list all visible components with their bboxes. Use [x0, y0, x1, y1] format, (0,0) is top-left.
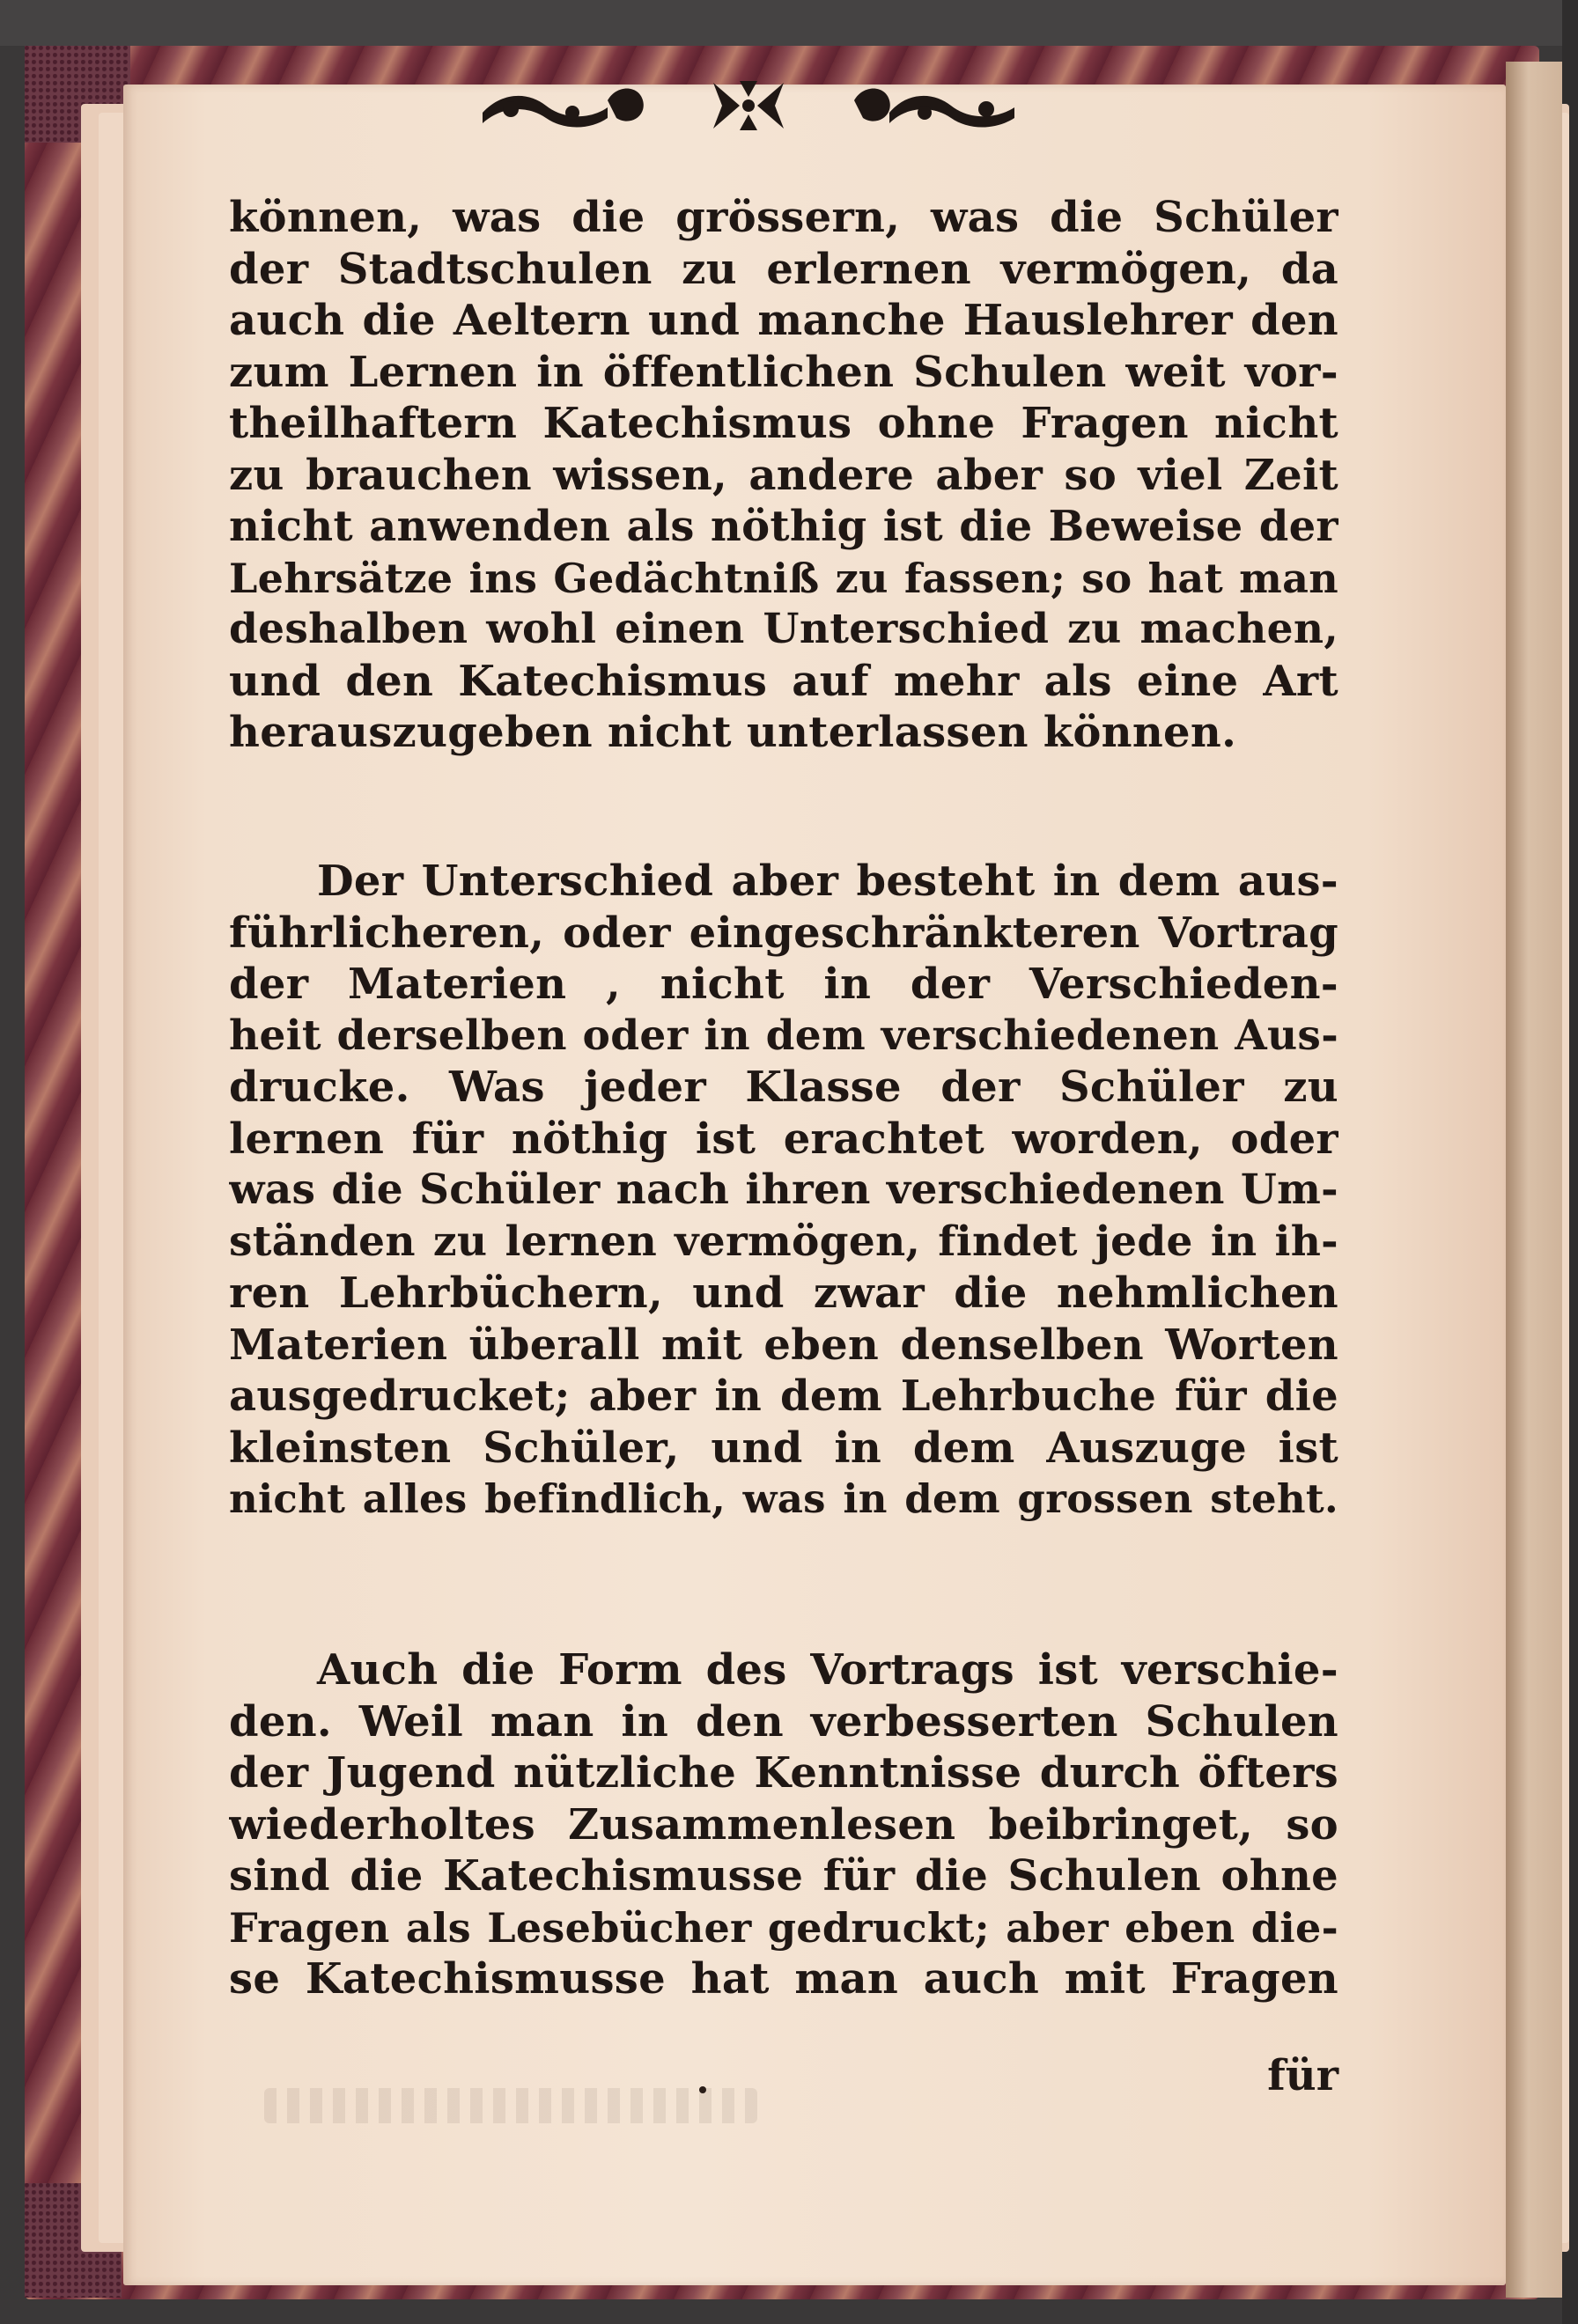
- catchword: für: [1267, 2051, 1338, 2100]
- text-line: nicht anwenden als nöthig ist die Beweise der: [229, 502, 1338, 551]
- text-line: können, was die grössern, was die Schüler: [229, 193, 1338, 242]
- text-line: ausgedrucket; aber in dem Lehrbuche für die: [229, 1372, 1338, 1421]
- text-line: heit derselben oder in dem verschiedenen Aus-: [229, 1011, 1338, 1060]
- paragraph-2: [229, 856, 1338, 1526]
- text-line: der Jugend nützliche Kenntnisse durch öfters: [229, 1748, 1338, 1798]
- text-line: zu brauchen wissen, andere aber so viel Zeit: [229, 450, 1338, 500]
- text-line: theilhaftern Katechismus ohne Fragen nicht: [229, 399, 1338, 448]
- paragraph-1: [229, 192, 1338, 759]
- text-line: was die Schüler nach ihren verschiedenen Um-: [229, 1166, 1338, 1214]
- scanner-background-top: [0, 0, 1578, 46]
- text-line: lernen für nöthig ist erachtet worden, oder: [229, 1114, 1338, 1164]
- text-line: auch die Aeltern und manche Hauslehrer den: [229, 296, 1338, 345]
- text-line: nicht alles befindlich, was in dem grossen steht.: [229, 1475, 1338, 1522]
- text-line: und den Katechismus auf mehr als eine Art: [229, 656, 1338, 706]
- text-line: sind die Katechismusse für die Schulen ohne: [229, 1851, 1338, 1901]
- text-line: den. Weil man in den verbesserten Schulen: [229, 1696, 1338, 1747]
- text-line: der Materien , nicht in der Verschieden-: [229, 960, 1338, 1009]
- text-line: wiederholtes Zusammenlesen beibringet, so: [229, 1799, 1338, 1850]
- show-through-text: [264, 2088, 757, 2123]
- text-line: deshalben wohl einen Unterschied zu machen,: [229, 605, 1338, 653]
- text-line: Materien überall mit eben denselben Worten: [229, 1320, 1338, 1370]
- text-line: der Stadtschulen zu erlernen vermögen, da: [229, 244, 1338, 294]
- text-line: ständen zu lernen vermögen, findet jede in ih-: [229, 1217, 1338, 1266]
- signature-mark: [699, 2086, 706, 2093]
- printers-ornament-icon: [476, 74, 1021, 137]
- text-line: Lehrsätze ins Gedächtniß zu fassen; so hat man: [229, 554, 1338, 602]
- text-line: kleinsten Schüler, und in dem Auszuge ist: [229, 1423, 1338, 1473]
- text-line: herauszugeben nicht unterlassen können.: [229, 708, 1237, 757]
- text-line: Der Unterschied aber besteht in dem aus-: [317, 857, 1338, 906]
- text-line: zum Lernen in öffentlichen Schulen weit vor-: [229, 347, 1338, 397]
- text-line: Auch die Form des Vortrags ist verschie-: [317, 1645, 1338, 1695]
- text-line: ren Lehrbüchern, und zwar die nehmlichen: [229, 1269, 1338, 1318]
- facing-page-edge: [1506, 62, 1562, 2298]
- text-line: drucke. Was jeder Klasse der Schüler zu: [229, 1063, 1338, 1112]
- text-line: se Katechismusse hat man auch mit Fragen: [229, 1954, 1338, 2004]
- paragraph-3: [229, 1644, 1338, 2005]
- text-line: Fragen als Lesebücher gedruckt; aber eben die-: [229, 1903, 1338, 1952]
- text-line: führlicheren, oder eingeschränkteren Vortrag: [229, 908, 1338, 958]
